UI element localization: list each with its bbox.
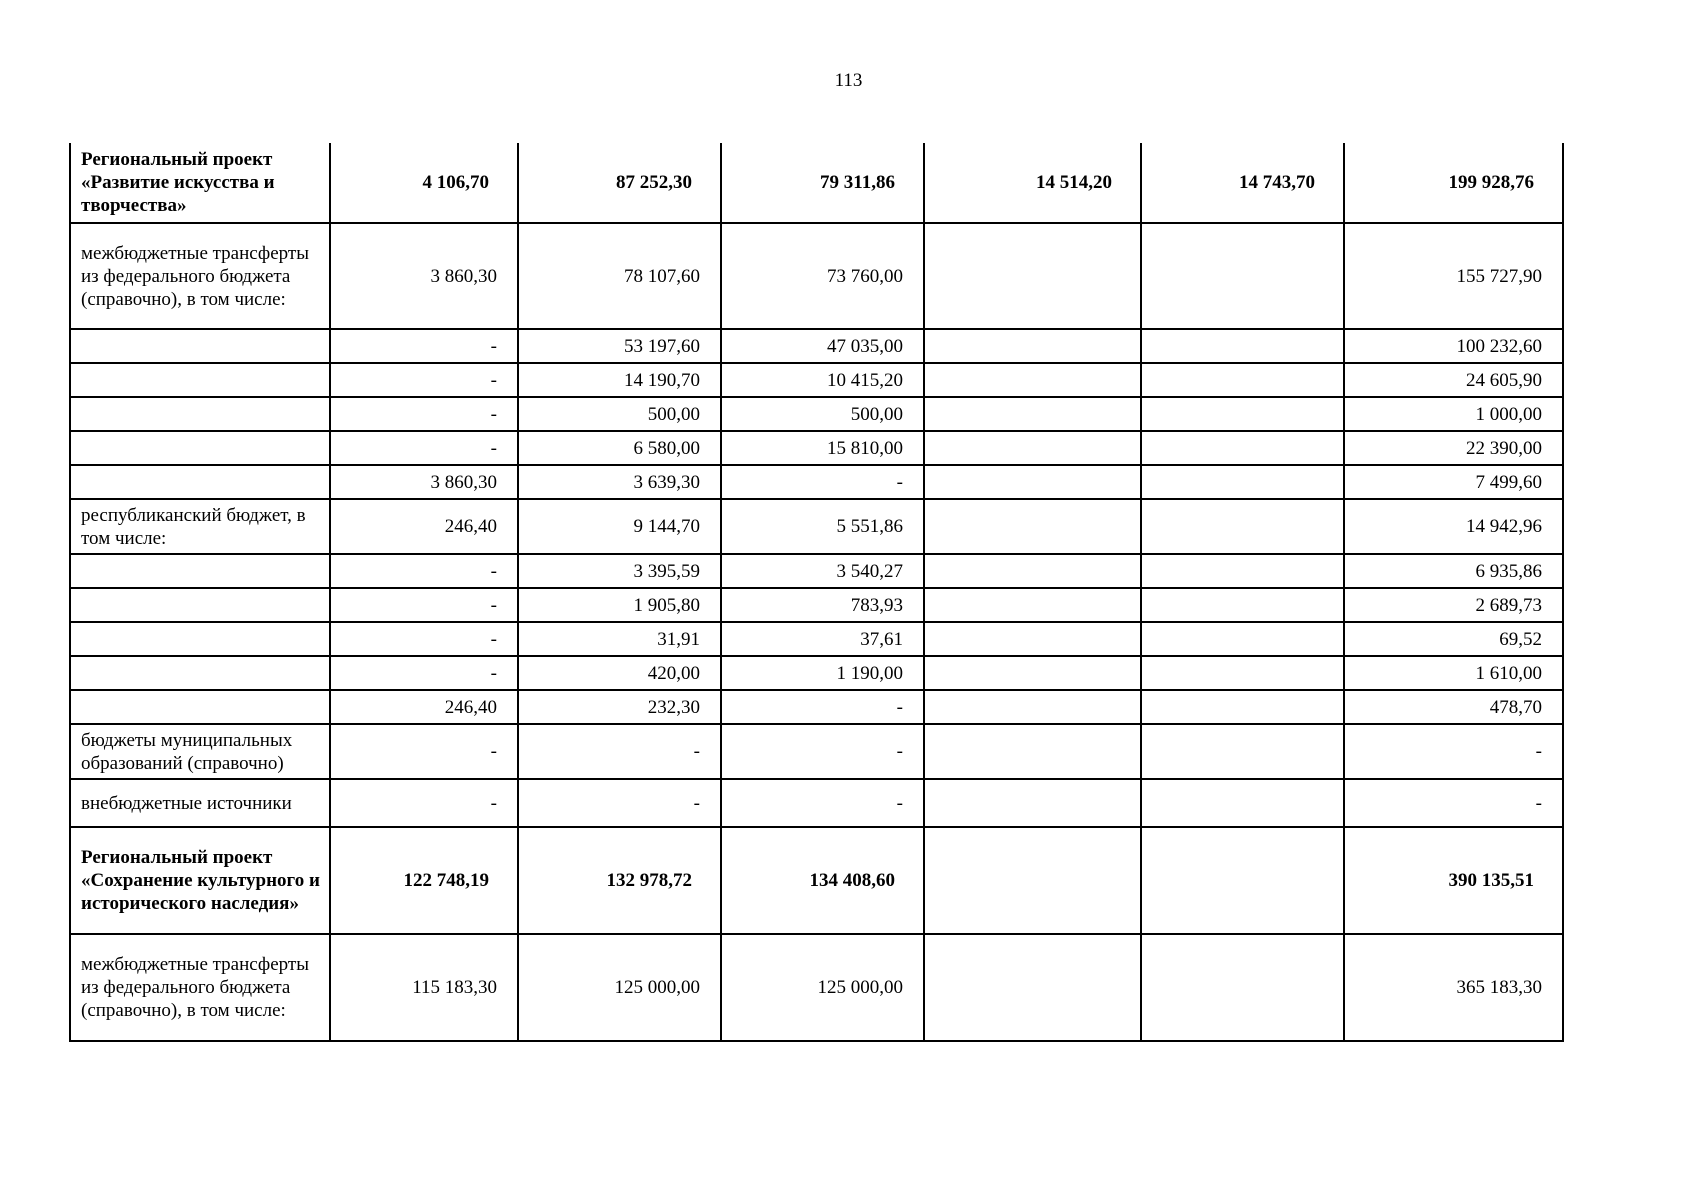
value-cell (924, 588, 1141, 622)
value-cell (924, 397, 1141, 431)
row-label-cell (70, 622, 330, 656)
value-cell: 3 395,59 (518, 554, 721, 588)
value-cell (924, 363, 1141, 397)
value-cell: - (721, 779, 924, 827)
value-cell: 24 605,90 (1344, 363, 1563, 397)
row-label-cell (70, 397, 330, 431)
value-cell: 1 610,00 (1344, 656, 1563, 690)
value-cell: 5 551,86 (721, 499, 924, 554)
value-cell: 100 232,60 (1344, 329, 1563, 363)
budget-table (69, 143, 1564, 1042)
value-cell (1141, 363, 1344, 397)
value-cell: 132 978,72 (518, 827, 721, 934)
value-cell: 1 000,00 (1344, 397, 1563, 431)
value-cell (1141, 397, 1344, 431)
value-cell: 47 035,00 (721, 329, 924, 363)
row-label-cell: внебюджетные источники (70, 779, 330, 827)
value-cell: 115 183,30 (330, 934, 518, 1041)
value-cell (1141, 779, 1344, 827)
value-cell: 6 935,86 (1344, 554, 1563, 588)
row-label-cell (70, 690, 330, 724)
page-number: 113 (834, 70, 863, 91)
value-cell: 2 689,73 (1344, 588, 1563, 622)
value-cell: 500,00 (518, 397, 721, 431)
value-cell: 232,30 (518, 690, 721, 724)
value-cell (924, 724, 1141, 779)
table-row (70, 588, 1563, 622)
value-cell: 78 107,60 (518, 223, 721, 329)
value-cell: 478,70 (1344, 690, 1563, 724)
value-cell: 37,61 (721, 622, 924, 656)
value-cell: 7 499,60 (1344, 465, 1563, 499)
value-cell: 3 860,30 (330, 223, 518, 329)
table-row (70, 397, 1563, 431)
value-cell (924, 690, 1141, 724)
value-cell: - (518, 779, 721, 827)
row-label-cell: межбюджетные трансферты из федерального бюджета (справочно), в том числе: (70, 934, 330, 1041)
value-cell: 14 743,70 (1141, 143, 1344, 223)
value-cell: 390 135,51 (1344, 827, 1563, 934)
table-row (70, 431, 1563, 465)
value-cell: - (721, 465, 924, 499)
value-cell: 14 514,20 (924, 143, 1141, 223)
value-cell: 79 311,86 (721, 143, 924, 223)
value-cell (1141, 554, 1344, 588)
value-cell (924, 223, 1141, 329)
value-cell: 6 580,00 (518, 431, 721, 465)
table-row (70, 690, 1563, 724)
value-cell (924, 934, 1141, 1041)
value-cell: - (330, 554, 518, 588)
row-label-cell: бюджеты муниципальных образований (справочно) (70, 724, 330, 779)
table-row (70, 465, 1563, 499)
value-cell (924, 827, 1141, 934)
table-row (70, 363, 1563, 397)
value-cell (1141, 588, 1344, 622)
row-label-cell: межбюджетные трансферты из федерального бюджета (справочно), в том числе: (70, 223, 330, 329)
value-cell: 87 252,30 (518, 143, 721, 223)
value-cell (1141, 223, 1344, 329)
value-cell: 783,93 (721, 588, 924, 622)
value-cell: 125 000,00 (518, 934, 721, 1041)
value-cell: 365 183,30 (1344, 934, 1563, 1041)
value-cell (924, 656, 1141, 690)
row-label-cell (70, 554, 330, 588)
value-cell: 69,52 (1344, 622, 1563, 656)
value-cell (1141, 690, 1344, 724)
value-cell: 14 190,70 (518, 363, 721, 397)
row-label-cell: Региональный проект «Развитие искусства и творчества» (70, 143, 330, 223)
table-row (70, 499, 1563, 554)
value-cell: - (330, 622, 518, 656)
value-cell: - (330, 724, 518, 779)
value-cell: - (330, 588, 518, 622)
row-label-cell (70, 363, 330, 397)
table-row (70, 656, 1563, 690)
budget-table-body (70, 143, 1563, 1041)
value-cell (924, 779, 1141, 827)
value-cell: 9 144,70 (518, 499, 721, 554)
value-cell (924, 465, 1141, 499)
value-cell: 246,40 (330, 690, 518, 724)
value-cell: 1 905,80 (518, 588, 721, 622)
row-label-cell (70, 588, 330, 622)
value-cell: - (330, 779, 518, 827)
table-row (70, 827, 1563, 934)
value-cell: 500,00 (721, 397, 924, 431)
value-cell: 31,91 (518, 622, 721, 656)
value-cell (1141, 656, 1344, 690)
row-label-cell: Региональный проект «Сохранение культурного и исторического наследия» (70, 827, 330, 934)
value-cell: 73 760,00 (721, 223, 924, 329)
table-row (70, 724, 1563, 779)
row-label-cell (70, 431, 330, 465)
table-row (70, 554, 1563, 588)
value-cell: - (330, 329, 518, 363)
value-cell (1141, 934, 1344, 1041)
value-cell (1141, 827, 1344, 934)
value-cell: 53 197,60 (518, 329, 721, 363)
row-label-cell (70, 329, 330, 363)
value-cell (1141, 724, 1344, 779)
value-cell: 3 540,27 (721, 554, 924, 588)
value-cell: 3 860,30 (330, 465, 518, 499)
value-cell (924, 554, 1141, 588)
value-cell: - (1344, 724, 1563, 779)
row-label-cell (70, 465, 330, 499)
value-cell: - (330, 363, 518, 397)
value-cell: 125 000,00 (721, 934, 924, 1041)
value-cell (924, 622, 1141, 656)
row-label-cell (70, 656, 330, 690)
value-cell: - (1344, 779, 1563, 827)
value-cell (1141, 329, 1344, 363)
table-row (70, 934, 1563, 1041)
value-cell (924, 431, 1141, 465)
value-cell (924, 329, 1141, 363)
table-row (70, 622, 1563, 656)
value-cell: 199 928,76 (1344, 143, 1563, 223)
value-cell: - (518, 724, 721, 779)
value-cell: 3 639,30 (518, 465, 721, 499)
table-row (70, 223, 1563, 329)
row-label-cell: республиканский бюджет, в том числе: (70, 499, 330, 554)
value-cell: 420,00 (518, 656, 721, 690)
value-cell: - (330, 656, 518, 690)
value-cell: 22 390,00 (1344, 431, 1563, 465)
value-cell (924, 499, 1141, 554)
value-cell: 1 190,00 (721, 656, 924, 690)
value-cell (1141, 622, 1344, 656)
value-cell: 4 106,70 (330, 143, 518, 223)
value-cell: - (721, 690, 924, 724)
table-row (70, 779, 1563, 827)
value-cell: - (330, 431, 518, 465)
table-row (70, 143, 1563, 223)
value-cell: 10 415,20 (721, 363, 924, 397)
value-cell: 15 810,00 (721, 431, 924, 465)
value-cell: - (721, 724, 924, 779)
table-row (70, 329, 1563, 363)
value-cell (1141, 499, 1344, 554)
value-cell: 246,40 (330, 499, 518, 554)
value-cell: - (330, 397, 518, 431)
value-cell: 155 727,90 (1344, 223, 1563, 329)
value-cell (1141, 431, 1344, 465)
value-cell (1141, 465, 1344, 499)
value-cell: 14 942,96 (1344, 499, 1563, 554)
value-cell: 134 408,60 (721, 827, 924, 934)
value-cell: 122 748,19 (330, 827, 518, 934)
